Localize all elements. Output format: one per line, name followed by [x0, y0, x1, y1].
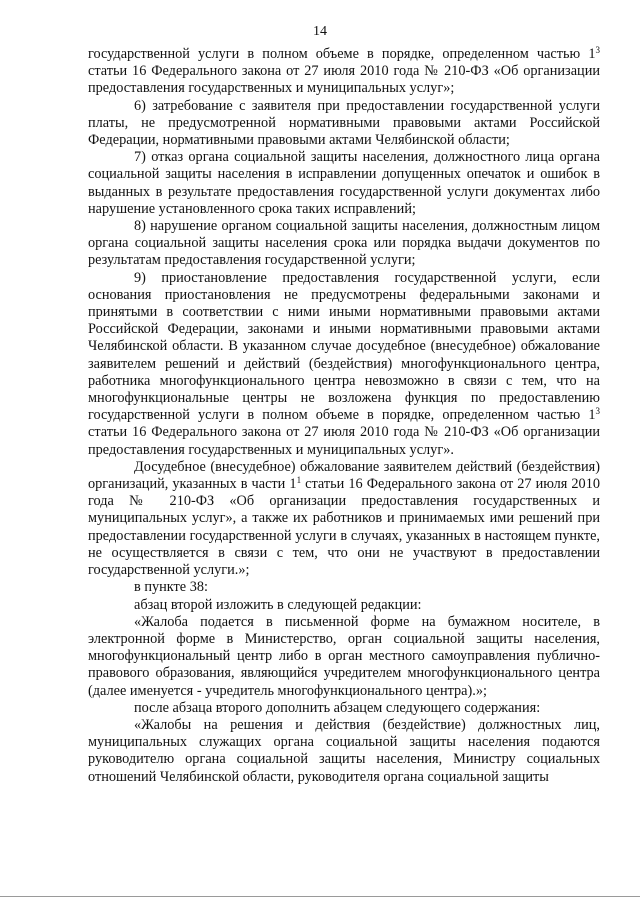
scan-edge-divider — [0, 896, 640, 897]
paragraph-item-6: 6) затребование с заявителя при предоставлении государственной услуги платы, не предусмотренной нормативными правовыми актами Российской Федерации, нормативными правовыми актами Челябинской области; — [88, 97, 600, 149]
document-body — [88, 46, 600, 786]
paragraph-item-8: 8) нарушение органом социальной защиты населения, должностным лицом органа социальной защиты населения срока или порядка выдачи документов по результатам предоставления государственной услуги; — [88, 218, 600, 269]
superscript: 3 — [595, 406, 600, 417]
paragraph-continuation: государственной услуги в полном объеме в порядке, определенном частью $1^3$ статьи 16 Федерального закона от 27 июля 2010 года № 210-ФЗ «Об организации предоставления государственных и муниципальных услуг»; — [88, 45, 600, 97]
paragraph-addition-intro: после абзаца второго дополнить абзацем следующего содержания: — [134, 699, 541, 716]
paragraph-pretrial-appeal: Досудебное (внесудебное) обжалование заявителем действий (бездействия) организаций, указанных в части $1^1$ статьи 16 Федерального закона от 27 июля 2010 года № 210-ФЗ «Об организации предоставления государственных и муниципальных услуг», а также их работников и принимаемых ими решений при предоставлении государственной услуги в случаях, указанных в настоящем пункте, не осуществляется в связи с тем, что они не участвуют в предоставлении государственной услуги.»; — [88, 458, 600, 579]
paragraph-complaints: «Жалобы на решения и действия (бездействие) должностных лиц, муниципальных служащих органа социальной защиты населения подаются руководителю органа социальной защиты населения, Министру социальных отношений Челябинской области, руководителя органа социальной защиты — [88, 716, 600, 785]
superscript: 3 — [595, 45, 600, 55]
paragraph-item-9: 9) приостановление предоставления государственной услуги, если основания приостановления не предусмотрены федеральными законами и принятыми в соответствии с ними иными нормативными правовыми актами Российской Федерации, законами и иными нормативными правовыми актами Челябинской области. В указанном случае досудебное (внесудебное) обжалование заявителем решений и действий (бездействия) многофункционального центра, работника многофункционального центра невозможно в связи с тем, что на многофункциональные центры не возложена функция по предоставлению государственной услуги в полном объеме в порядке, определенном частью $1^3$ статьи 16 Федерального закона от 27 июля 2010 года № 210-ФЗ «Об организации предоставления государственных и муниципальных услуг». — [88, 269, 600, 458]
paragraph-item-7: 7) отказ органа социальной защиты населения, должностного лица органа социальной защиты населения в исправлении допущенных опечаток и ошибок в выданных в результате предоставления государственной услуги документах либо нарушение установленного срока таких исправлений; — [88, 149, 600, 217]
paragraph-point-38: в пункте 38: — [134, 579, 208, 596]
paragraph-amendment-intro: абзац второй изложить в следующей редакции: — [134, 596, 422, 613]
page-number: 14 — [313, 24, 327, 39]
paragraph-complaint-form: «Жалоба подается в письменной форме на бумажном носителе, в электронной форме в Министерство, орган социальной защиты населения, многофункциональный центр либо в орган местного самоуправления публично-правового образования, являющийся учредителем многофункционального центра (далее именуется - учредитель многофункционального центра).»; — [88, 613, 600, 699]
superscript: 1 — [296, 475, 302, 486]
